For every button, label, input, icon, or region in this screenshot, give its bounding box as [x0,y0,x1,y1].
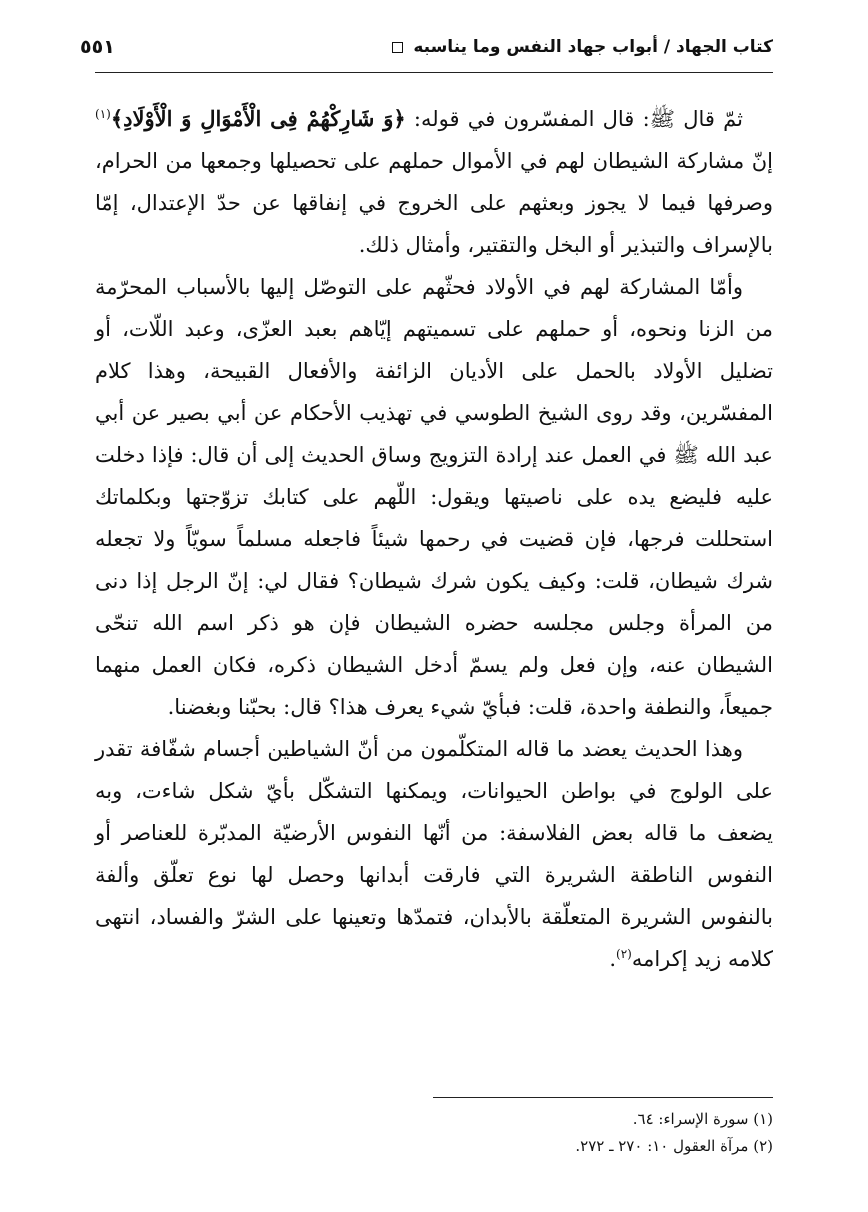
paragraph-3-text-a: وهذا الحديث يعضد ما قاله المتكلّمون من أنّ الشياطين أجسام شفّافة تقدر على الولوج في بواطن الحيوانات، ويمكنها التشكّل بأيّ شكل شاءت، وبه يضعف ما قاله بعض الفلاسفة: من أنّها النفوس الأرضيّة المدبّرة للعناصر أو النفوس الناطقة الشريرة التي فارقت أبدانها وحصل لها نوع تعلّق وألفة بالنفوس الشريرة المتعلّقة بالأبدان، فتمدّها وتعينها على الشرّ والفساد، انتهى كلامه زيد إكرامه [95,737,773,971]
paragraph-2-text: وأمّا المشاركة لهم في الأولاد فحثّهم على التوصّل إليها بالأسباب المحرّمة من الزنا ونحوه، أو حملهم على تسميتهم إيّاهم بعبد العزّى، وعبد اللّات، أو تضليل الأولاد بالحمل على الأديان الزائفة والأفعال القبيحة، وهذا كلام المفسّرين، وقد روى الشيخ الطوسي في تهذيب الأحكام عن أبي بصير عن أبي عبد الله ﷺ في العمل عند إرادة التزويج وساق الحديث إلى أن قال: فإذا دخلت عليه فليضع يده على ناصيتها ويقول: اللّهم على كتابك تزوّجتها وبكلماتك استحللت فرجها، فإن قضيت في رحمها شيئاً فاجعله مسلماً سويّاً ولا تجعله شرك شيطان، قلت: وكيف يكون شرك شيطان؟ فقال لي: إنّ الرجل إذا دنى من المرأة وجلس مجلسه حضره الشيطان فإن هو ذكر اسم الله تنحّى الشيطان عنه، وإن فعل ولم يسمّ أدخل الشيطان ذكره، فكان العمل منهما جميعاً، والنطفة واحدة، قلت: فبأيّ شيء يعرف هذا؟ قال: بحبّنا وبغضنا. [95,275,773,719]
paragraph-1 [95,98,773,266]
footnote-ref-2: (٢) [616,947,632,961]
header-title: كتاب الجهاد / أبواب جهاد النفس وما يناسبه [413,37,773,57]
footnotes [95,1106,773,1160]
paragraph-3 [95,728,773,980]
paragraph-1-text-a: ثمّ قال ﷺ: قال المفسّرون في قوله: [405,107,743,131]
body-text [95,98,773,980]
quran-verse: ﴿وَ شَارِكْهُمْ فِى الْأَمْوَالِ وَ الْأَوْلَادِ﴾ [110,106,406,131]
footnote-2: (٢) مرآة العقول ١٠: ٢٧٠ ـ ٢٧٢. [575,1137,773,1155]
running-header [80,30,773,64]
header-square-ornament [392,42,403,53]
header-rule [95,72,773,73]
paragraph-2 [95,266,773,728]
footnote-1: (١) سورة الإسراء: ٦٤. [632,1110,773,1128]
paragraph-3-text-b: . [609,947,617,971]
footnote-ref-1: (١) [95,107,111,121]
footnote-rule [433,1097,773,1098]
page-number: ٥٥١ [80,36,115,58]
paragraph-1-text-b: إنّ مشاركة الشيطان لهم في الأموال حملهم على تحصيلها وجمعها من الحرام، وصرفها فيما لا يجوز وبعثهم على الخروج في إنفاقها عن حدّ الإعتدال، إمّا بالإسراف والتبذير أو البخل والتقتير، وأمثال ذلك. [95,149,773,257]
